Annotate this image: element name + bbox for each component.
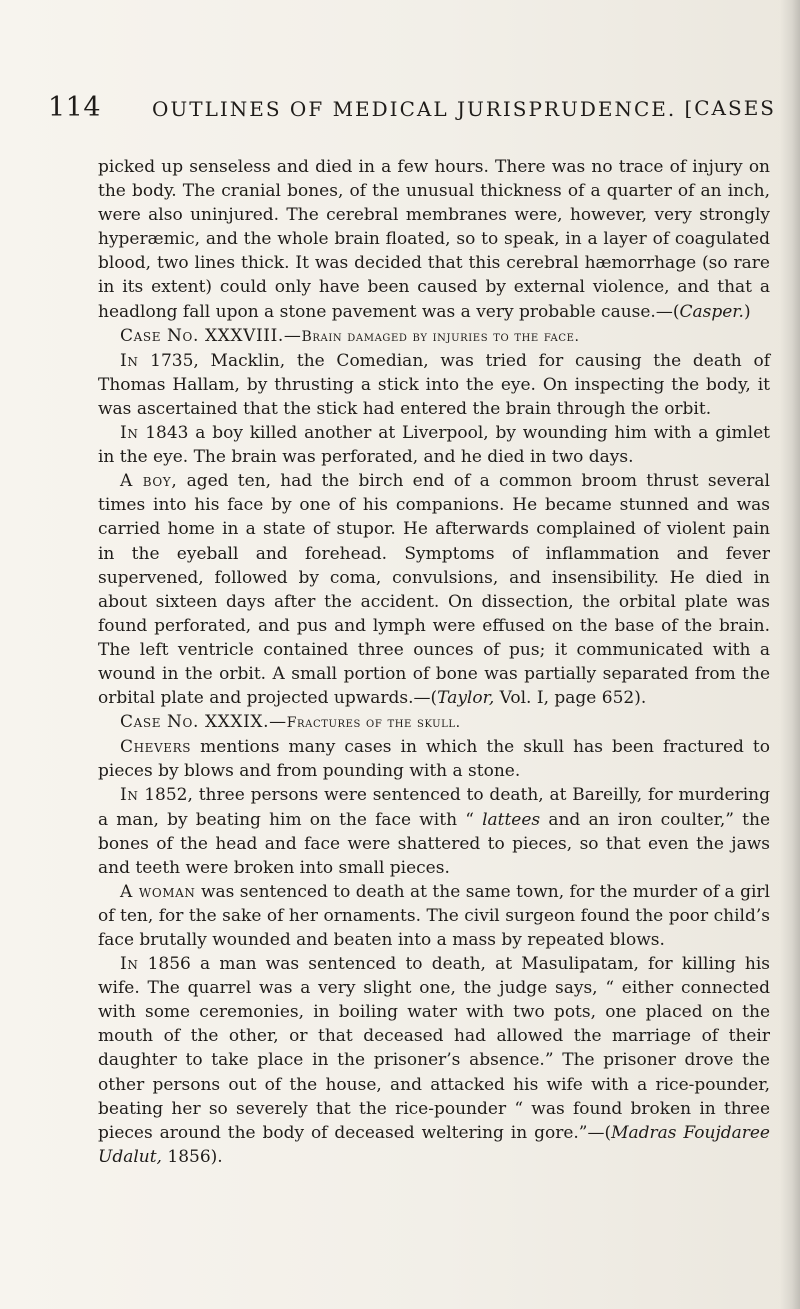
citation: Madras Foujdaree Udalut,	[98, 1122, 770, 1167]
section-mark: [CASES	[684, 96, 776, 120]
citation: Casper.	[679, 301, 744, 322]
running-head: OUTLINES OF MEDICAL JURISPRUDENCE.	[152, 97, 677, 121]
paragraph-continued: picked up senseless and died in a few hours. There was no trace of injury on the body. The cranial bones, of the unusual thickness of a quarter of an inch, were also uninjured. The cerebral membranes were, however, very strongly hyperæmic, and the whole brain floated, so to speak, in a layer of coagulated blood, two lines thick. It was decided that this cerebral hæmorrhage (so rare in its extent) could only have been caused by external violence, and that a headlong fall upon a stone pavement was a very probable cause.—(Casper.)	[98, 157, 770, 322]
italic-term: lattees	[482, 809, 541, 830]
citation: Taylor,	[437, 688, 495, 709]
body-text	[98, 155, 770, 1169]
paragraph-chevers: Chevers mentions many cases in which the skull has been fractured to pieces by blows and from pounding with a stone.	[98, 737, 770, 782]
case-number: Case No. XXXVIII.—	[120, 325, 302, 346]
case-number: Case No. XXXIX.—	[120, 712, 287, 733]
paragraph-bareilly: In 1852, three persons were sentenced to death, at Bareilly, for murdering a man, by beating him on the face with “ lattees and an iron coulter,” the bones of the head and face were shattered to pieces, so that even the jaws and teeth were broken into small pieces.	[98, 785, 771, 878]
case-heading-38	[98, 324, 770, 349]
case-heading-39	[98, 710, 770, 735]
paragraph-masulipatam: In 1856 a man was sentenced to death, at Masulipatam, for killing his wife. The quarrel was a very slight one, the judge says, “ either connected with some ceremonies, in boiling water with two pots, one placed on the mouth of the other, or that deceased had allowed the marriage of their daughter to take place in the prisoner’s absence.” The prisoner drove the other persons out of the house, and attacked his wife with a rice-pounder, beating her so severely that the rice-pounder “ was found broken in three pieces around the body of deceased weltering in gore.”—(Madras Foujdaree Udalut, 1856).	[98, 954, 770, 1167]
case-title: Brain damaged by injuries to the face.	[301, 328, 580, 345]
paragraph-liverpool: In 1843 a boy killed another at Liverpool, by wounding him with a gimlet in the eye. The brain was perforated, and he died in two days.	[98, 423, 770, 468]
page-edge-shadow	[780, 0, 800, 1309]
paragraph-woman: A woman was sentenced to death at the same town, for the murder of a girl of ten, for the sake of her ornaments. The civil surgeon found the poor child’s face brutally wounded and beaten into a mass by repeated blows.	[98, 881, 770, 950]
case-title: Fractures of the skull.	[286, 715, 461, 732]
paragraph-boy-broom: A boy, aged ten, had the birch end of a common broom thrust several times into his face by one of his companions. He became stunned and was carried home in a state of stupor. He afterwards complained of violent pain in the eyeball and forehead. Symptoms of inflammation and fever supervened, followed by coma, convulsions, and insensibility. He died in about sixteen days after the accident. On dissection, the orbital plate was found perforated, and pus and lymph were effused on the base of the brain. The left ventricle contained three ounces of pus; it communicated with a wound in the orbit. A small portion of bone was partially separated from the orbital plate and projected upwards.—(Taylor, Vol. I, page 652).	[98, 471, 770, 709]
page-number: 114	[48, 92, 102, 123]
paragraph-macklin: In 1735, Macklin, the Comedian, was tried for causing the death of Thomas Hallam, by thrusting a stick into the eye. On inspecting the body, it was ascertained that the stick had entered the brain through the orbit.	[98, 350, 770, 419]
page-header	[48, 92, 778, 132]
